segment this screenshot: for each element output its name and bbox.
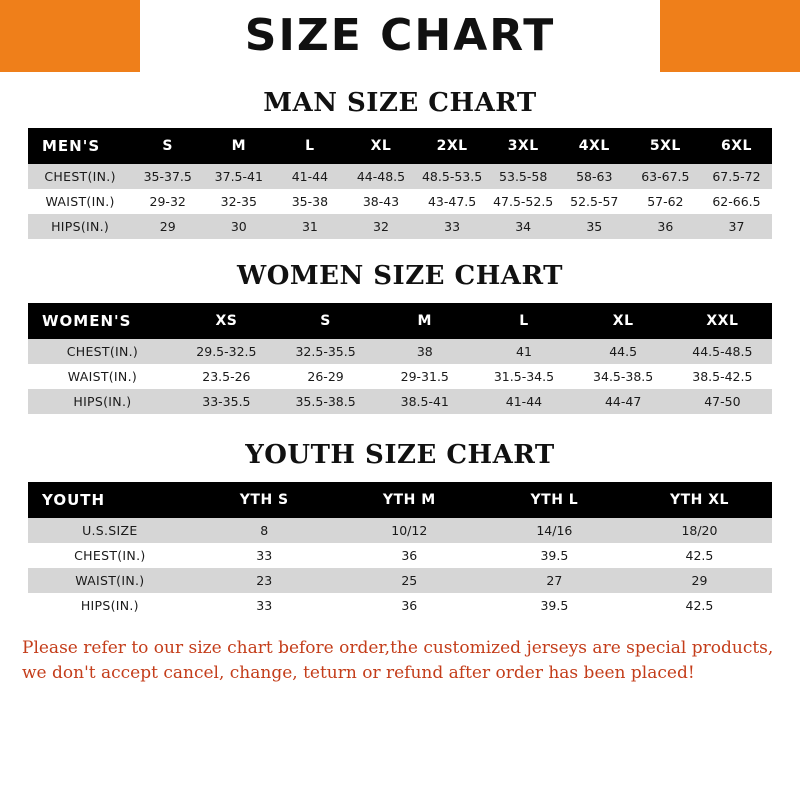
table-row (28, 164, 772, 189)
women-row-header: WOMEN'S (28, 303, 177, 339)
women-cell-0-4: 44.5 (574, 339, 673, 364)
youth-cell-3-0: 33 (192, 593, 337, 618)
women-cell-0-3: 41 (474, 339, 573, 364)
man-cell-0-0: 35-37.5 (132, 164, 203, 189)
women-chart-wrapper (0, 303, 800, 414)
women-cell-0-1: 32.5-35.5 (276, 339, 375, 364)
man-size-table (28, 128, 772, 239)
youth-row-label-0: U.S.SIZE (28, 518, 192, 543)
man-cell-1-3: 38-43 (345, 189, 416, 214)
man-cell-0-8: 67.5-72 (701, 164, 772, 189)
man-row-label-2: HIPS(IN.) (28, 214, 132, 239)
women-col-0: XS (177, 303, 276, 339)
man-cell-2-3: 32 (345, 214, 416, 239)
table-header-row (28, 303, 772, 339)
table-row (28, 518, 772, 543)
man-cell-2-4: 33 (417, 214, 488, 239)
man-cell-0-5: 53.5-58 (488, 164, 559, 189)
youth-row-label-3: HIPS(IN.) (28, 593, 192, 618)
man-cell-2-2: 31 (274, 214, 345, 239)
youth-cell-0-1: 10/12 (337, 518, 482, 543)
banner-accent-left (0, 0, 140, 72)
man-cell-1-5: 47.5-52.5 (488, 189, 559, 214)
women-row-label-1: WAIST(IN.) (28, 364, 177, 389)
women-col-3: L (474, 303, 573, 339)
man-col-5: 3XL (488, 128, 559, 164)
man-cell-2-5: 34 (488, 214, 559, 239)
youth-section-title: YOUTH SIZE CHART (245, 440, 555, 470)
man-section-title: MAN SIZE CHART (263, 88, 537, 118)
youth-cell-1-2: 39.5 (482, 543, 627, 568)
man-cell-2-6: 35 (559, 214, 630, 239)
women-col-1: S (276, 303, 375, 339)
table-row (28, 189, 772, 214)
youth-cell-0-2: 14/16 (482, 518, 627, 543)
man-col-6: 4XL (559, 128, 630, 164)
women-cell-0-2: 38 (375, 339, 474, 364)
youth-cell-3-2: 39.5 (482, 593, 627, 618)
youth-row-label-2: WAIST(IN.) (28, 568, 192, 593)
man-col-0: S (132, 128, 203, 164)
man-row-label-1: WAIST(IN.) (28, 189, 132, 214)
women-cell-1-2: 29-31.5 (375, 364, 474, 389)
women-size-table (28, 303, 772, 414)
table-row (28, 389, 772, 414)
women-cell-0-0: 29.5-32.5 (177, 339, 276, 364)
youth-cell-1-1: 36 (337, 543, 482, 568)
man-cell-0-4: 48.5-53.5 (417, 164, 488, 189)
man-cell-1-1: 32-35 (203, 189, 274, 214)
youth-cell-0-3: 18/20 (627, 518, 772, 543)
women-cell-2-1: 35.5-38.5 (276, 389, 375, 414)
women-row-label-0: CHEST(IN.) (28, 339, 177, 364)
youth-col-1: YTH M (337, 482, 482, 518)
man-col-1: M (203, 128, 274, 164)
youth-cell-1-0: 33 (192, 543, 337, 568)
table-header-row (28, 482, 772, 518)
women-cell-2-0: 33-35.5 (177, 389, 276, 414)
man-cell-1-4: 43-47.5 (417, 189, 488, 214)
man-row-label-0: CHEST(IN.) (28, 164, 132, 189)
man-cell-0-6: 58-63 (559, 164, 630, 189)
table-row (28, 364, 772, 389)
man-col-3: XL (345, 128, 416, 164)
women-cell-2-5: 47-50 (673, 389, 772, 414)
table-row (28, 543, 772, 568)
man-cell-1-6: 52.5-57 (559, 189, 630, 214)
header-banner (0, 0, 800, 72)
youth-chart-wrapper (0, 482, 800, 618)
page-title: SIZE CHART (227, 0, 573, 72)
man-cell-1-8: 62-66.5 (701, 189, 772, 214)
table-row (28, 593, 772, 618)
footer-line-1: Please refer to our size chart before order,the customized jerseys are special products, (22, 638, 774, 658)
man-col-7: 5XL (630, 128, 701, 164)
man-col-4: 2XL (417, 128, 488, 164)
man-col-2: L (274, 128, 345, 164)
youth-col-2: YTH L (482, 482, 627, 518)
youth-col-3: YTH XL (627, 482, 772, 518)
women-col-5: XXL (673, 303, 772, 339)
footer-disclaimer (22, 636, 778, 685)
man-chart-wrapper (0, 128, 800, 239)
youth-row-header: YOUTH (28, 482, 192, 518)
man-row-header: MEN'S (28, 128, 132, 164)
youth-col-0: YTH S (192, 482, 337, 518)
women-cell-1-3: 31.5-34.5 (474, 364, 573, 389)
women-cell-1-5: 38.5-42.5 (673, 364, 772, 389)
youth-cell-0-0: 8 (192, 518, 337, 543)
women-cell-2-4: 44-47 (574, 389, 673, 414)
man-col-8: 6XL (701, 128, 772, 164)
youth-size-table (28, 482, 772, 618)
youth-cell-2-2: 27 (482, 568, 627, 593)
man-cell-0-2: 41-44 (274, 164, 345, 189)
women-cell-1-0: 23.5-26 (177, 364, 276, 389)
man-cell-2-0: 29 (132, 214, 203, 239)
youth-cell-3-1: 36 (337, 593, 482, 618)
youth-cell-2-1: 25 (337, 568, 482, 593)
footer-line-2: we don't accept cancel, change, teturn or refund after order has been placed! (22, 662, 695, 683)
youth-cell-2-0: 23 (192, 568, 337, 593)
women-row-label-2: HIPS(IN.) (28, 389, 177, 414)
women-cell-1-4: 34.5-38.5 (574, 364, 673, 389)
man-cell-1-0: 29-32 (132, 189, 203, 214)
women-section-title: WOMEN SIZE CHART (237, 261, 563, 291)
women-cell-2-3: 41-44 (474, 389, 573, 414)
women-cell-1-1: 26-29 (276, 364, 375, 389)
table-row (28, 339, 772, 364)
man-cell-0-7: 63-67.5 (630, 164, 701, 189)
youth-cell-3-3: 42.5 (627, 593, 772, 618)
youth-cell-1-3: 42.5 (627, 543, 772, 568)
banner-accent-right (660, 0, 800, 72)
man-cell-2-8: 37 (701, 214, 772, 239)
women-cell-2-2: 38.5-41 (375, 389, 474, 414)
women-col-4: XL (574, 303, 673, 339)
man-cell-1-7: 57-62 (630, 189, 701, 214)
women-col-2: M (375, 303, 474, 339)
man-cell-0-1: 37.5-41 (203, 164, 274, 189)
man-cell-2-7: 36 (630, 214, 701, 239)
youth-cell-2-3: 29 (627, 568, 772, 593)
table-row (28, 568, 772, 593)
women-cell-0-5: 44.5-48.5 (673, 339, 772, 364)
man-cell-2-1: 30 (203, 214, 274, 239)
table-header-row (28, 128, 772, 164)
youth-row-label-1: CHEST(IN.) (28, 543, 192, 568)
man-cell-1-2: 35-38 (274, 189, 345, 214)
table-row (28, 214, 772, 239)
man-cell-0-3: 44-48.5 (345, 164, 416, 189)
